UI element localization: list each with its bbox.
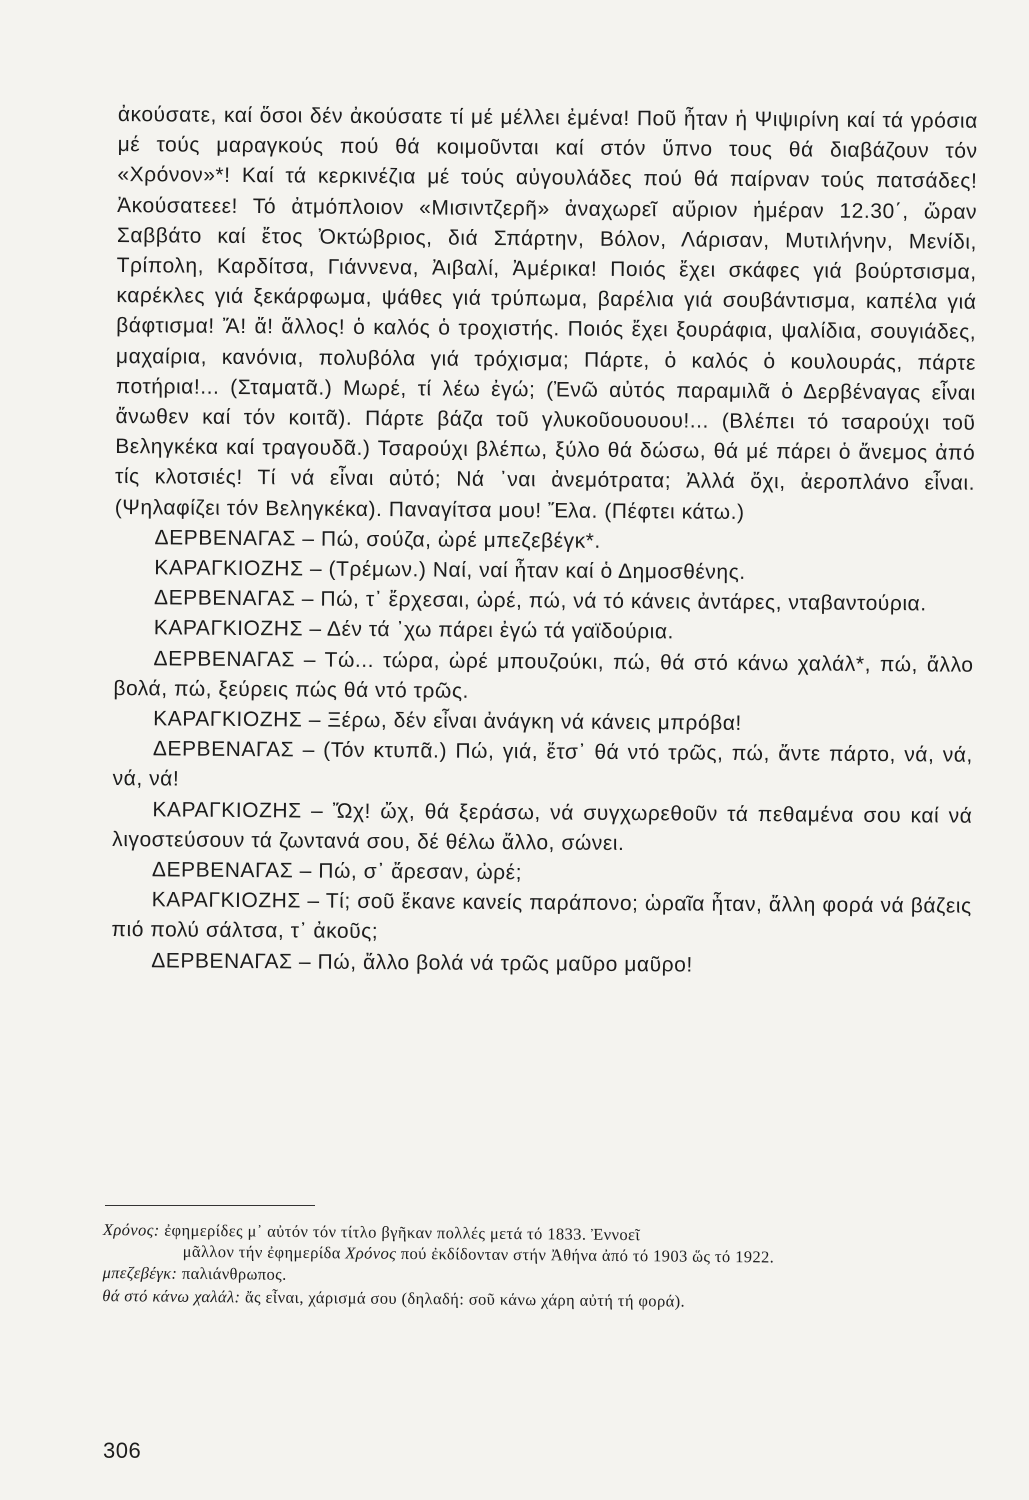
page-number: 306 xyxy=(103,1438,142,1463)
footnotes xyxy=(102,1220,963,1316)
footnote-text: παλιάνθρωπος. xyxy=(177,1263,287,1284)
dialogue-line: ΚΑΡΑΓΚΙΟΖΗΣ – Ὤχ! ὤχ, θά ξεράσω, νά συγχωρεθοῦν τά πεθαμένα σου καί νά λιγοστεύσουν τά ζωντανά σου, δέ θέλω ἄλλο, σώνει. xyxy=(112,797,973,855)
footnote-chronos xyxy=(103,1220,963,1269)
dialogue-line: ΚΑΡΑΓΚΙΟΖΗΣ – (Τρέμων.) Ναί, ναί ἦταν καί ὁ Δημοσθένης. xyxy=(154,556,746,584)
footnote-text: μᾶλλον τήν ἐφημερίδα xyxy=(182,1241,346,1262)
footnote-text: πού ἐκδίδονταν στήν Ἀθήνα ἀπό τό 1903 ὥς τό 1922. xyxy=(396,1243,775,1266)
dialogue-line: ΚΑΡΑΓΚΙΟΖΗΣ – Δέν τά ᾽χω πάρει ἐγώ τά γαϊδούρια. xyxy=(153,616,675,644)
dialogue-line: ΔΕΡΒΕΝΑΓΑΣ – Πώ, ἄλλο βολά νά τρῶς μαῦρο μαῦρο! xyxy=(151,948,693,977)
footnote-term: μπεζεβέγκ: xyxy=(102,1262,178,1283)
dialogue-line: ΔΕΡΒΕΝΑΓΑΣ – Πώ, σ᾽ ἄρεσαν, ὠρέ; xyxy=(151,858,523,885)
footnote-text: ἄς εἶναι, χάρισμά σου (δηλαδή: σοῦ κάνω χάρη αὐτή τή φορά). xyxy=(240,1286,686,1311)
dialogue-line: ΚΑΡΑΓΚΙΟΖΗΣ – Ξέρω, δέν εἶναι ἀνάγκη νά κάνεις μπρόβα! xyxy=(153,707,742,735)
dialogue-line: ΔΕΡΒΕΝΑΓΑΣ – (Τόν κτυπᾶ.) Πώ, γιά, ἔτσ᾽ θά ντό τρῶς, πώ, ἄντε πάρτο, νά, νά, νά, νά! xyxy=(112,737,973,791)
footnote-term: Χρόνος: xyxy=(102,1220,160,1240)
dialogue-line: ΔΕΡΒΕΝΑΓΑΣ – Τώ... τώρα, ὠρέ μπουζούκι, πώ, θά στό κάνω χαλάλ*, πώ, ἄλλο βολά, πώ, ξεύρεις πώς θά ντό τρῶς. xyxy=(113,646,974,703)
dialogue-line: ΔΕΡΒΕΝΑΓΑΣ – Πώ, τ᾽ ἔρχεσαι, ὠρέ, πώ, νά τό κάνεις ἀντάρες, νταβαντούρια. xyxy=(153,586,927,616)
dialogue-line: ΚΑΡΑΓΚΙΟΖΗΣ – Τί; σοῦ ἔκανε κανείς παράπονο; ὡραῖα ἦταν, ἄλλη φορά νά βάζεις πιό πολύ σάλτσα, τ᾽ ἀκοῦς; xyxy=(111,888,972,944)
body-text xyxy=(111,100,978,983)
opening-paragraph: ἀκούσατε, καί ὅσοι δέν ἀκούσατε τί μέ μέλλει ἐμένα! Ποῦ ἦταν ἡ Ψιψιρίνη καί τά γρόσια μέ τούς μαραγκούς πού θά κοιμοῦνται καί στόν ὕπνο τους θά διαβάζουν τόν «Χρόνον»*! Καί τά κερκινέζια μέ τούς αὐγουλάδες πού θά παίρναν τούς πατσάδες! Ἀκούσατεεε! Τό ἀτμόπλοιον «Μισιντζερῆ» ἀναχωρεῖ αὔριον ἡμέραν 12.30΄, ὥραν Σαββάτο καί ἔτος Ὀκτώβριος, διά Σπάρτην, Βόλον, Λάρισαν, Μυτιλήνην, Μενίδι, Τρίπολη, Καρδίτσα, Γιάννενα, Ἀιβαλί, Ἀμέρικα! Ποιός ἔχει σκάφες γιά βούρτσισμα, καρέκλες γιά ξεκάρφωμα, ψάθες γιά τρύπωμα, βαρέλια γιά σουβάντισμα, καπέλα γιά βάφτισμα! Ἄ! ἄ! ἄλλος! ὁ καλός ὁ τροχιστής. Ποιός ἔχει ξουράφια, ψαλίδια, σουγιάδες, μαχαίρια, κανόνια, πολυβόλα γιά τρόχισμα; Πάρτε, ὁ καλός ὁ κουλουράς, πάρτε ποτήρια!... (Σταματᾶ.) Μωρέ, τί λέω ἐγώ; (Ἐνῶ αὐτός παραμιλᾶ ὁ Δερβέναγας εἶναι ἄνωθεν καί τόν κοιτᾶ). Πάρτε βάζα τοῦ γλυκοῦουουου!... (Βλέπει τό τσαρούχι τοῦ Βεληγκέκα καί τραγουδᾶ.) Τσαρούχι βλέπω, ξύλο θά δώσω, θά μέ πάρει ὁ ἄνεμος ἀπό τίς κλοτσιές! Τί νά εἶναι αὐτό; Νά ᾽ναι ἀνεμότρατα; Ἀλλά ὄχι, ἀεροπλάνο εἶναι. (Ψηλαφίζει τόν Βεληγκέκα). Παναγίτσα μου! Ἔλα. (Πέφτει κάτω.) xyxy=(114,102,978,524)
dialogue-line: ΔΕΡΒΕΝΑΓΑΣ – Πώ, σούζα, ὠρέ μπεζεβέγκ*. xyxy=(154,526,601,553)
footnote-italic-title: Χρόνος xyxy=(345,1242,397,1263)
footnote-text: ἐφημερίδες μ᾽ αὐτόν τόν τίτλο βγῆκαν πολλές μετά τό 1833. Ἐννοεῖ xyxy=(159,1220,641,1245)
footnote-term: θά στό κάνω χαλάλ: xyxy=(102,1285,241,1306)
footnote-divider xyxy=(105,1205,315,1206)
